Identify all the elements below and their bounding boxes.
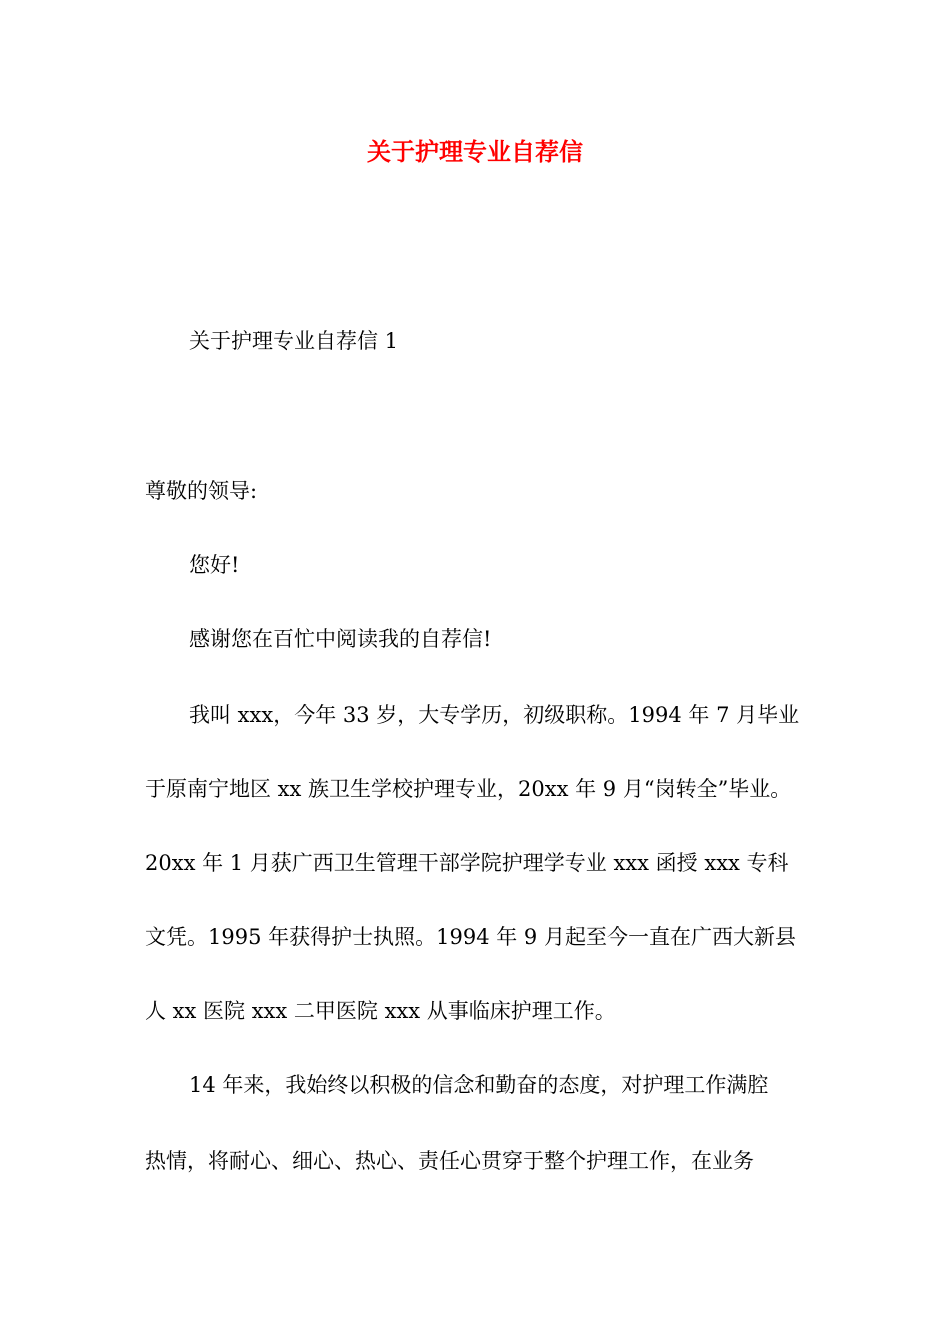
salutation: 尊敬的领导: [145,479,258,503]
paragraph-line: 20xx 年 1 月获广西卫生管理干部学院护理学专业 xxx 函授 xxx 专科 [145,851,789,875]
document-title: 关于护理专业自荐信 [367,138,583,166]
paragraph-line: 14 年来，我始终以积极的信念和勤奋的态度，对护理工作满腔 [189,1073,769,1097]
section-heading: 关于护理专业自荐信 1 [189,329,399,353]
paragraph-line: 于原南宁地区 xx 族卫生学校护理专业，20xx 年 9 月“岗转全”毕业。 [145,777,792,801]
paragraph-line: 我叫 xxx，今年 33 岁，大专学历，初级职称。1994 年 7 月毕业 [189,703,800,727]
paragraph-line: 感谢您在百忙中阅读我的自荐信! [189,627,492,651]
paragraph-line: 文凭。1995 年获得护士执照。1994 年 9 月起至今一直在广西大新县 [145,925,796,949]
paragraph-line: 人 xx 医院 xxx 二甲医院 xxx 从事临床护理工作。 [145,999,616,1023]
greeting: 您好! [189,553,240,577]
paragraph-line: 热情，将耐心、细心、热心、责任心贯穿于整个护理工作，在业务 [145,1149,754,1173]
